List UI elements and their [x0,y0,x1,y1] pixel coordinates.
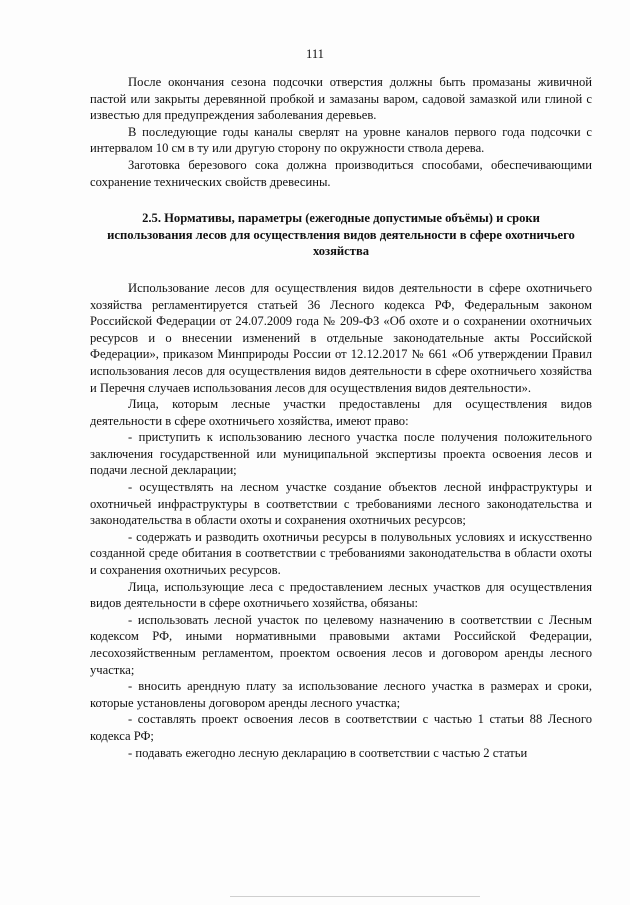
scan-edge-line [230,896,480,897]
paragraph: После окончания сезона подсочки отверстия должны быть промазаны живичной пастой или закрыты деревянной пробкой и замазаны варом, садовой замазкой или глиной с известью для предупреждения заболевания деревьев. [90,75,592,123]
list-item: - приступить к использованию лесного участка после получения положительного заключения государственной или муниципальной экспертизы проекта освоения лесов и подачи лесной декларации; [90,430,592,478]
paragraph: Лица, использующие леса с предоставлением лесных участков для осуществления видов деятельности в сфере охотничьего хозяйства, обязаны: [90,579,592,611]
list-item: - использовать лесной участок по целевому назначению в соответствии с Лесным кодексом РФ, иными нормативными правовыми актами Российской Федерации, лесохозяйственным регламентом, проектом освоения лесов и договором аренды лесного участка; [90,612,592,677]
paragraph: Использование лесов для осуществления видов деятельности в сфере охотничьего хозяйства регламентируется статьей 36 Лесного кодекса РФ, Федеральным законом Российской Федерации от 24.07.2009 года № 209-ФЗ «Об охоте и о сохранении охотничьих ресурсов и о внесении изменений в отдельные законодательные акты Российской Федерации», приказом Минприроды России от 12.12.2017 № 661 «Об утверждении Правил использования лесов для осуществления видов деятельности в сфере охотничьего хозяйства и Перечня случаев использования лесов для осуществления видов деятельности». [90,280,592,395]
list-item: - вносить арендную плату за использование лесного участка в размерах и сроки, которые установлены договором аренды лесного участка; [90,679,592,710]
paragraph: В последующие годы каналы сверлят на уровне каналов первого года подсочки с интервалом 10 см в ту или другую сторону по окружности ствола дерева. [90,124,592,156]
list-item: - составлять проект освоения лесов в соответствии с частью 1 статьи 88 Лесного кодекса РФ; [90,712,592,743]
page-number: 111 [306,47,324,61]
list-item: - содержать и разводить охотничьи ресурсы в полувольных условиях и искусственно созданной среде обитания в соответствии с требованиями законодательства в области охоты и сохранения охотничьих ресурсов. [90,529,592,578]
section-heading: 2.5. Нормативы, параметры (ежегодные допустимые объёмы) и сроки использования лесов для осуществления видов деятельности в сфере охотничьего хозяйства [107,211,575,259]
list-item: - осуществлять на лесном участке создание объектов лесной инфраструктуры и охотничьей инфраструктуры в соответствии с требованиями лесного законодательства и законодательства в области охоты и сохранения охотничьих ресурсов; [90,480,592,528]
document-body [90,74,592,761]
list-item: - подавать ежегодно лесную декларацию в соответствии с частью 2 статьи [128,745,528,760]
paragraph: Лица, которым лесные участки предоставлены для осуществления видов деятельности в сфере охотничьего хозяйства, имеют право: [90,397,592,428]
paragraph: Заготовка березового сока должна производиться способами, обеспечивающими сохранение технических свойств древесины. [90,157,592,189]
